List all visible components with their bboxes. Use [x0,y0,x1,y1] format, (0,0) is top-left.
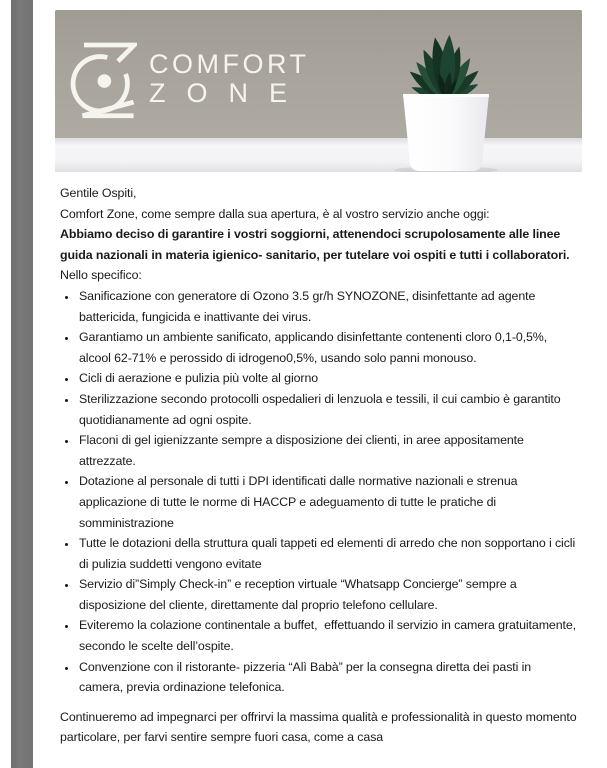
cz-monogram-icon [69,38,137,120]
list-item: • Garantiamo un ambiente sanificato, applicando disinfettante contenenti cloro 0,1-0,5%, alcool 62-71% e perossido di idrogeno0,5%, usando solo panni monouso. [77,327,577,368]
intro-paragraph: Comfort Zone, come sempre dalla sua apertura, è al vostro servizio anche oggi: [60,206,490,221]
succulent-plant-image [385,24,507,172]
closing-paragraph: Continueremo ad impegnarci per offrirvi la massima qualità e professionalità in questo momento particolare, per farvi sentire sempre fuori casa, come a casa [60,709,577,745]
list-item: • Cicli di aerazione e pulizia più volte al giorno [77,368,577,389]
salutation: Gentile Ospiti, [60,186,137,200]
list-item: • Servizio di”Simply Check-in” e reception virtuale “Whatsapp Concierge” sempre a disposizione del cliente, direttamente dal proprio telefono cellulare. [77,574,577,615]
list-item: • Tutte le dotazioni della struttura quali tappeti ed elementi di arredo che non sopportano i cicli di pulizia suddetti vengono evitate [77,533,577,574]
list-item: • Eviteremo la colazione continentale a buffet, effettuando il servizio in camera gratuitamente, secondo le scelte dell’ospite. [77,615,577,656]
plant-pot [403,94,489,171]
comfort-zone-logo [69,38,310,120]
logo-wordmark [149,50,310,108]
list-item: • Convenzione con il ristorante- pizzeria “Alì Babà” per la consegna diretta dei pasti in camera, previa ordinazione telefonica. [77,657,577,698]
left-edge-bar [11,0,33,768]
header-banner-photo [55,10,582,172]
logo-text-comfort: COMFORT [149,49,310,79]
succulent-leaves [407,34,482,104]
list-item: • Flaconi di gel igienizzante sempre a disposizione dei clienti, in aree appositamente attrezzate. [77,430,577,471]
list-item: • Sanificazione con generatore di Ozono 3.5 gr/h SYNOZONE, disinfettante ad agente battericida, fungicida e inattivante dei virus. [77,286,577,327]
list-item: • Dotazione al personale di tutti i DPI identificati dalle normative nazionali e strenua applicazione di tutte le norme di HACCP e adeguamento di tutte le pratiche di somministrazione [77,471,577,533]
intro-paragraph-bold: Abbiamo deciso di garantire i vostri soggiorni, attenendoci scrupolosamente alle linee guida nazionali in materia igienico- sanitario, per tutelare voi ospiti e tutti i collaboratori. [60,227,570,262]
list-item: • Sterilizzazione secondo protocolli ospedalieri di lenzuola e tessili, il cui cambio è garantito quotidianamente ad ogni ospite. [77,389,577,430]
list-heading: Nello specifico: [60,268,142,283]
guest-letter [60,183,577,748]
measures-list [60,286,577,698]
logo-text-zone: ZONE [149,78,309,108]
